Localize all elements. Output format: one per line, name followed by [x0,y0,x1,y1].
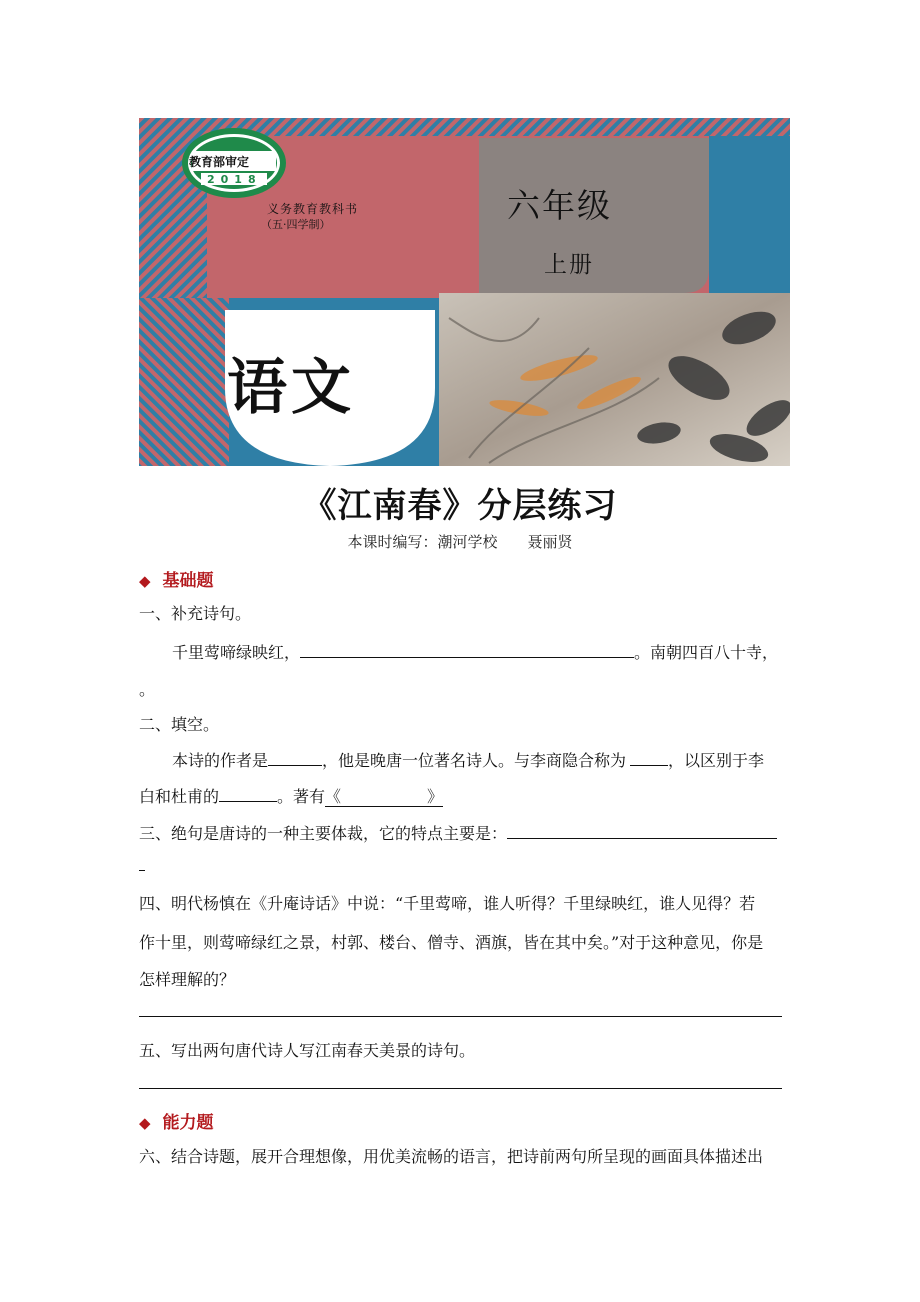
q2-book-blank[interactable] [325,787,443,807]
q3-blank-tail [139,870,145,871]
document-title: 《江南春》分层练习 [302,486,618,526]
q4-line-1: 四、明代杨慎在《升庵诗话》中说：“千里莺啼，谁人听得？千里绿映红，谁人见得？若 [139,894,756,913]
q1-part-c: 。 [139,680,156,699]
q2-blank-name[interactable] [219,800,277,802]
q2-blank-author[interactable] [268,764,322,766]
cover-series-line1: 义务教育教科书 [267,202,359,216]
diamond-bullet-icon: ◆ [139,1114,151,1132]
q2-part-d: 白和杜甫的 [139,787,220,806]
cover-series-line2: （五·四学制） [261,218,331,231]
q4-answer-line[interactable] [139,1016,782,1017]
q4-line-2: 作十里，则莺啼绿红之景，村郭、楼台、僧寺、酒旗，皆在其中矣。”对于这种意见，你是 [139,933,764,952]
q4-line-3: 怎样理解的？ [139,970,236,989]
q5-text: 五、写出两句唐代诗人写江南春天美景的诗句。 [139,1041,476,1060]
q3-blank[interactable] [507,837,777,839]
q1-heading: 一、补充诗句。 [139,604,252,623]
section-ability-label: 能力题 [162,1113,214,1133]
cover-subject: 语文 [227,353,355,423]
q2-part-a: 本诗的作者是 [172,751,269,770]
q2-book-open: 《 [325,787,342,806]
q5-answer-line[interactable] [139,1088,782,1089]
q1-part-a: 千里莺啼绿映红， [172,643,301,662]
document-subtitle: 本课时编写：潮河学校 聂丽贤 [347,533,573,551]
q2-blank-alias[interactable] [630,764,668,766]
q3-text: 三、绝句是唐诗的一种主要体裁，它的特点主要是： [139,824,508,843]
q3-line [139,821,777,844]
q2-line-1 [172,748,764,771]
q2-book-close: 》 [427,787,444,806]
section-basic-label: 基础题 [162,571,214,591]
cover-badge-text: 教育部审定 [189,155,250,169]
cover-badge-year: 2018 [207,173,262,186]
q1-line [172,640,778,663]
cover-volume: 上册 [544,252,594,278]
cover-grade: 六年级 [507,186,612,225]
diamond-bullet-icon: ◆ [139,572,151,590]
q2-part-e: 。著有 [277,787,326,806]
q2-part-c: ，以区别于李 [668,751,765,770]
textbook-cover-image [139,118,790,466]
q1-part-b: 。南朝四百八十寺， [634,643,779,662]
section-basic [139,566,214,591]
q2-part-b: ，他是晚唐一位著名诗人。与李商隐合称为 [322,751,627,770]
q6-text: 六、结合诗题，展开合理想像，用优美流畅的语言，把诗前两句所呈现的画面具体描述出 [139,1147,764,1166]
q2-heading: 二、填空。 [139,715,220,734]
q1-blank-1[interactable] [300,656,634,658]
section-ability [139,1108,214,1133]
q2-line-2 [139,784,443,807]
